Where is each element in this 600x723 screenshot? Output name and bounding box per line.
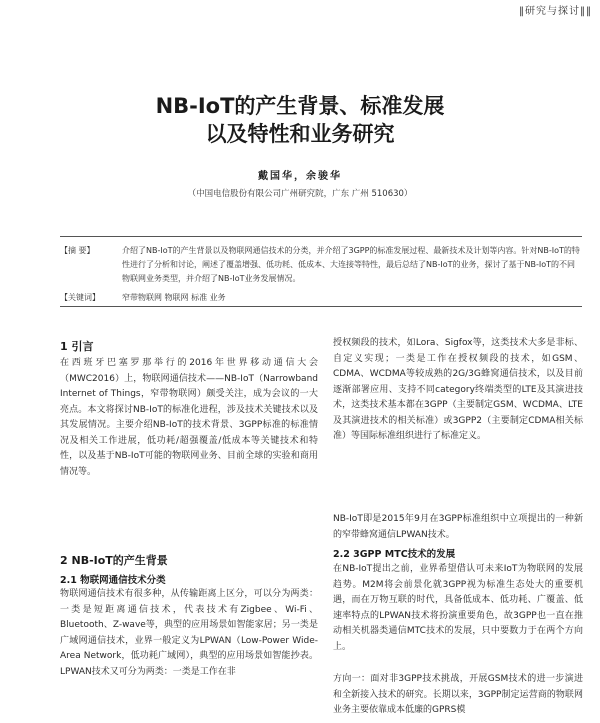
- keywords-text: 窄带物联网 物联网 标准 业务: [122, 293, 226, 302]
- section-1-heading: 1 引言: [60, 340, 94, 353]
- section-2-2-heading: 2.2 3GPP MTC技术的发展: [333, 549, 456, 560]
- section-2-1-text: 物联网通信技术有很多种，从传输距离上区分，可以分为两类：一类是短距离通信技术，代表技术有Zigbee、Wi-Fi、Bluetooth、Z-wave等，典型的应用场景如智能家居；另一类是广域网通信技术，业界一般定义为LPWAN（Low-Power Wide-Area Network，低功耗广域网），典型的应用场景如智能抄表。LPWAN技术又可分为两类：一类是工作在非: [60, 589, 318, 677]
- affiliation: （中国电信股份有限公司广州研究院，广东 广州 510630）: [187, 189, 413, 199]
- keywords-label: 【关键词】: [60, 293, 100, 302]
- page-title-line2: 以及特性和业务研究: [205, 122, 395, 146]
- section-2-2-text-2: 方向一：面对非3GPP技术挑战，开展GSM技术的进一步演进和全新接入技术的研究。长期以来，3GPP制定运营商的物联网业务主要依靠成本低廉的GPRS模: [333, 674, 583, 715]
- authors: 戴国华，余骏华: [258, 171, 342, 182]
- abstract-label: 【摘 要】: [60, 246, 95, 255]
- right-column-text-2: NB-IoT即是2015年9月在3GPP标准组织中立项提出的一种新的窄带蜂窝通信LPWAN技术。: [333, 514, 583, 540]
- section-1-text: 在西班牙巴塞罗那举行的2016年世界移动通信大会（MWC2016）上，物联网通信技术——NB-IoT（Narrowband Internet of Things，窄带物联网）颇受关注，成为会议的一大亮点。本文将探讨NB-IoT的标准化进程，涉及技术关键技术以及其发展情况。主要介绍NB-IoT的技术背景、3GPP标准的标准情况及相关工作进展，低功耗/超强覆盖/低成本等关键技术和特性，以及基于NB-IoT可能的物联网业务、目前全球的实验和商用情况等。: [60, 358, 318, 477]
- abstract-top-rule: [60, 236, 582, 237]
- page-title-line1: NB-IoT的产生背景、标准发展: [155, 94, 445, 118]
- section-2-heading: 2 NB-IoT的产生背景: [60, 554, 168, 567]
- right-column-text-1: 授权频段的技术，如Lora、Sigfox等，这类技术大多是非标、自定义实现；一类是工作在授权频段的技术，如GSM、CDMA、WCDMA等较成熟的2G/3G蜂窝通信技术，以及目前逐渐部署应用、支持不同category终端类型的LTE及其演进技术，这类技术基本都在3GPP（主要制定GSM、WCDMA、LTE及其演进技术的相关标准）或3GPP2（主要制定CDMA相关标准）等国际标准组织进行了标准定义。: [333, 338, 583, 441]
- section-tag: ‖研究与探讨‖‖: [519, 6, 592, 17]
- abstract-text: 介绍了NB-IoT的产生背景以及物联网通信技术的分类，并介绍了3GPP的标准发展过程、最新技术及计划等内容。针对NB-IoT的特性进行了分析和讨论，阐述了覆盖增强、低功耗、低成本、大连接等特性，最后总结了NB-IoT的业务，探讨了基于NB-IoT的不同物联网业务类型，并介绍了NB-IoT业务发展情况。: [122, 246, 580, 283]
- section-2-2-text: 在NB-IoT提出之前，业界希望借认可未来IoT为物联网的发展趋势。M2M将会前景化就3GPP视为标准生态处大的重要机遇，而在万物互联的时代，具备低成本、低功耗、广覆盖、低速率特点的LPWAN技术将扮演重要角色，故3GPP也一直在推动相关机器类通信MTC技术的发展，只中要数力于在两个方向上。: [333, 564, 583, 652]
- abstract-bottom-rule: [60, 306, 582, 307]
- section-2-1-heading: 2.1 物联网通信技术分类: [60, 575, 166, 586]
